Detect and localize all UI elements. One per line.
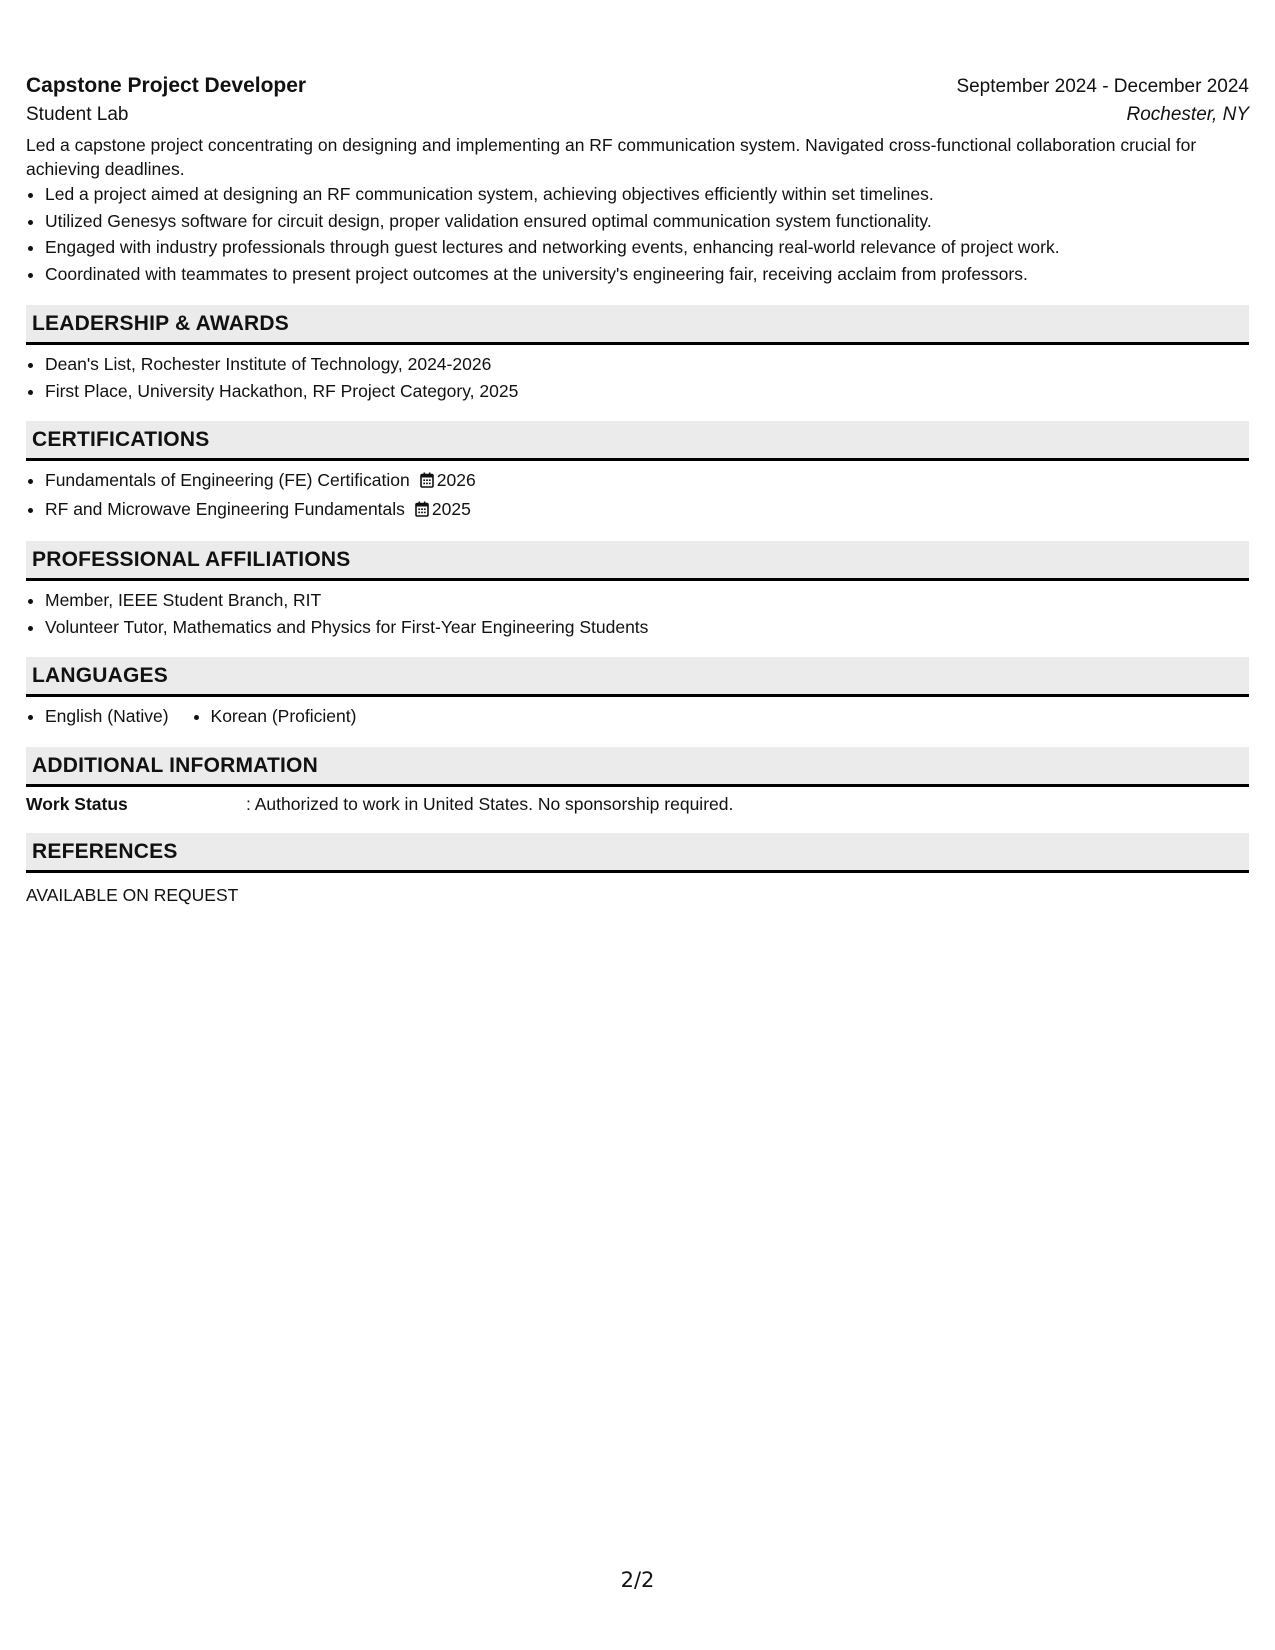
section-heading-additional: ADDITIONAL INFORMATION bbox=[26, 747, 1249, 787]
list-item: • Coordinated with teammates to present project outcomes at the university's engineering fair, receiving acclaim from professors. bbox=[45, 261, 1249, 288]
list-item: • English (Native) bbox=[45, 703, 169, 730]
experience-bullets bbox=[26, 181, 1249, 287]
list-item: • Led a project aimed at designing an RF communication system, achieving objectives efficiently within set timelines. bbox=[45, 181, 1249, 208]
section-heading-certifications: CERTIFICATIONS bbox=[26, 421, 1249, 461]
experience-organization: Student Lab bbox=[26, 104, 129, 125]
page-number: 2/2 bbox=[620, 1568, 655, 1592]
list-item: • Utilized Genesys software for circuit design, proper validation ensured optimal communication system functionality. bbox=[45, 208, 1249, 235]
leadership-list bbox=[26, 351, 1249, 404]
list-item: • Engaged with industry professionals through guest lectures and networking events, enhancing real-world relevance of project work. bbox=[45, 234, 1249, 261]
certification-name: Fundamentals of Engineering (FE) Certification bbox=[45, 470, 410, 490]
certifications-list bbox=[26, 467, 1249, 524]
list-item bbox=[45, 496, 1249, 525]
list-item: • Dean's List, Rochester Institute of Technology, 2024-2026 bbox=[45, 351, 1249, 378]
certification-year: 2026 bbox=[436, 470, 476, 490]
section-heading-affiliations: PROFESSIONAL AFFILIATIONS bbox=[26, 541, 1249, 581]
section-heading-leadership: LEADERSHIP & AWARDS bbox=[26, 305, 1249, 345]
experience-dates: September 2024 - December 2024 bbox=[956, 76, 1249, 97]
work-status-label: Work Status bbox=[26, 793, 128, 814]
list-item: • Member, IEEE Student Branch, RIT bbox=[45, 587, 1249, 614]
list-item: • Volunteer Tutor, Mathematics and Physics for First-Year Engineering Students bbox=[45, 614, 1249, 641]
calendar-icon bbox=[415, 498, 429, 525]
section-heading-languages: LANGUAGES bbox=[26, 657, 1249, 697]
list-item: • Korean (Proficient) bbox=[211, 703, 357, 730]
references-text: AVAILABLE ON REQUEST bbox=[26, 884, 239, 905]
certification-year: 2025 bbox=[431, 498, 471, 519]
list-item: • First Place, University Hackathon, RF Project Category, 2025 bbox=[45, 378, 1249, 405]
experience-summary: Led a capstone project concentrating on designing and implementing an RF communication system. Navigated cross-functional collaboration crucial for achieving deadlines. bbox=[26, 135, 1197, 179]
work-status-row bbox=[26, 792, 1249, 816]
resume-page bbox=[26, 74, 1249, 907]
certification-name: RF and Microwave Engineering Fundamentals bbox=[45, 498, 405, 519]
experience-subheader bbox=[26, 104, 1249, 126]
experience-location: Rochester, NY bbox=[1126, 104, 1249, 125]
affiliations-list bbox=[26, 587, 1249, 640]
experience-header bbox=[26, 74, 1249, 98]
calendar-icon bbox=[420, 469, 434, 496]
experience-title: Capstone Project Developer bbox=[26, 74, 307, 97]
section-heading-references: REFERENCES bbox=[26, 833, 1249, 873]
work-status-value: : Authorized to work in United States. No sponsorship required. bbox=[246, 793, 734, 814]
list-item bbox=[45, 467, 1249, 496]
languages-list bbox=[26, 703, 1249, 730]
